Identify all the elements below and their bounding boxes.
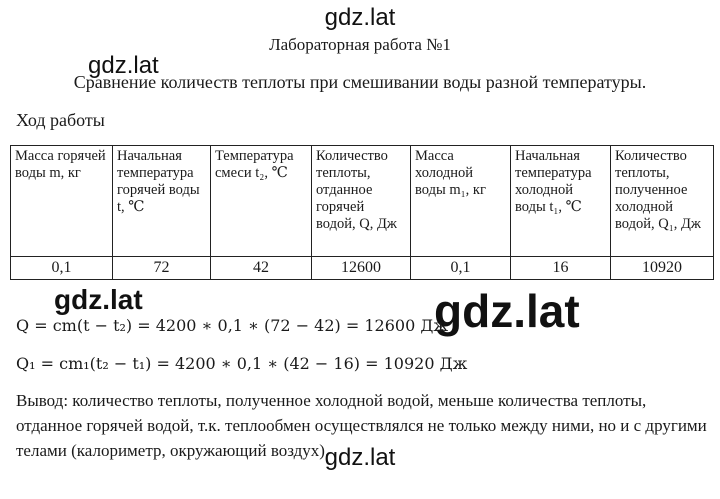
formula-heat-given: Q = cm(t − t₂) = 4200 ∗ 0,1 ∗ (72 − 42) = 12600 Дж xyxy=(16,316,449,335)
cell-mixture-temp: 42 xyxy=(211,257,312,280)
header-heat-given: Количество теплоты, отданное горячей водой, Q, Дж xyxy=(312,146,411,257)
section-heading: Ход работы xyxy=(16,110,105,130)
lab-work-subtitle: Сравнение количеств теплоты при смешивании воды разной температуры. xyxy=(73,72,647,92)
cell-hot-water-mass: 0,1 xyxy=(11,257,113,280)
table-row xyxy=(11,257,714,280)
header-mixture-temp: Температура смеси t₂, ℃ xyxy=(211,146,312,257)
cell-cold-water-initial-temp: 16 xyxy=(511,257,611,280)
header-cold-water-initial-temp: Начальная температура холодной воды t₁, ℃ xyxy=(511,146,611,257)
results-table xyxy=(10,145,714,280)
header-hot-water-mass: Масса горячей воды m, кг xyxy=(11,146,113,257)
formula-heat-received: Q₁ = cm₁(t₂ − t₁) = 4200 ∗ 0,1 ∗ (42 − 16) = 10920 Дж xyxy=(16,354,468,373)
watermark-middle-left: gdz.lat xyxy=(54,284,143,315)
cell-heat-received: 10920 xyxy=(611,257,714,280)
table-header-row xyxy=(11,146,714,257)
cell-heat-given: 12600 xyxy=(312,257,411,280)
watermark-top: gdz.lat xyxy=(324,4,396,31)
conclusion-text: Вывод: количество теплоты, полученное холодной водой, меньше количества теплоты, отданное горячей водой, т.к. теплообмен осуществлялся не только между ними, но и с другими телами (калориметр, окружающий воздух). xyxy=(16,391,707,460)
header-cold-water-mass: Масса холодной воды m₁, кг xyxy=(411,146,511,257)
cell-cold-water-mass: 0,1 xyxy=(411,257,511,280)
lab-work-title: Лабораторная работа №1 xyxy=(269,35,451,54)
watermark-middle-large: gdz.lat xyxy=(434,285,580,337)
header-hot-water-initial-temp: Начальная температура горячей воды t, ℃ xyxy=(113,146,211,257)
cell-hot-water-initial-temp: 72 xyxy=(113,257,211,280)
header-heat-received: Количество теплоты, полученное холодной водой, Q₁, Дж xyxy=(611,146,714,257)
watermark-bottom: gdz.lat xyxy=(324,444,396,471)
watermark-left: gdz.lat xyxy=(88,52,159,79)
